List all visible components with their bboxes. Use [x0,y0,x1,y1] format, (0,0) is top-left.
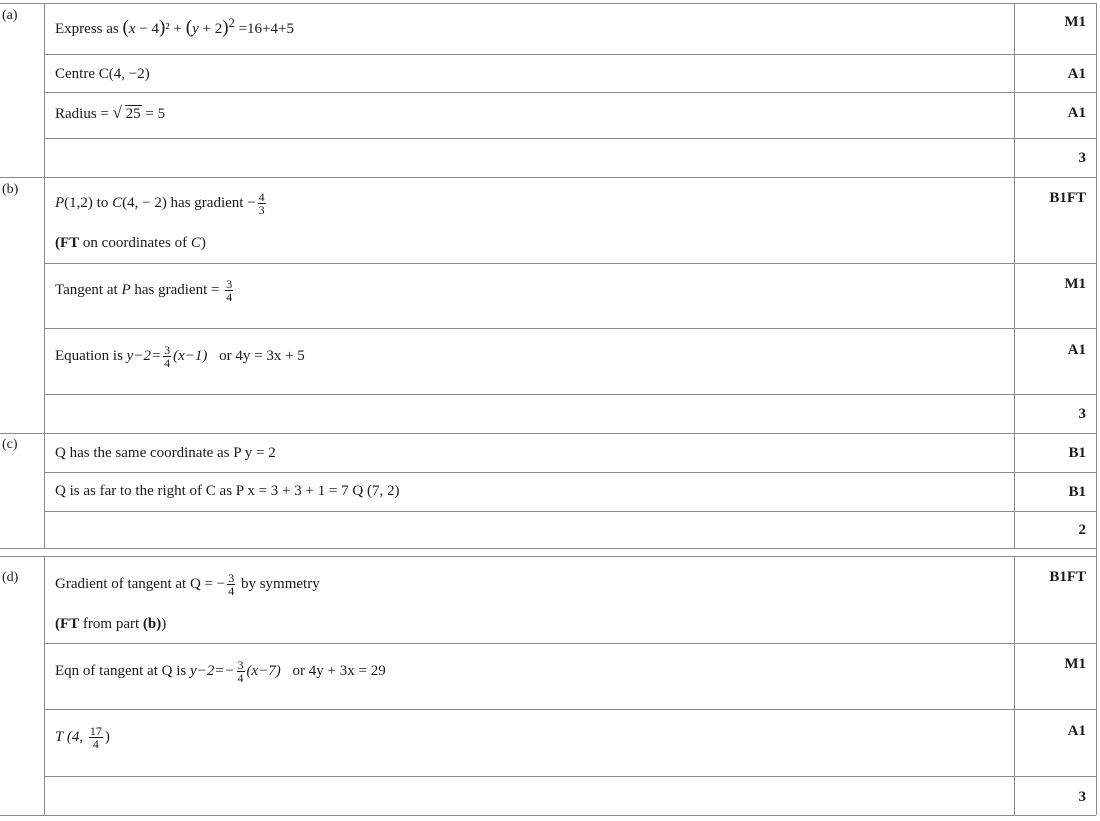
b-row1-p: P [55,194,65,211]
b-row1-note [55,235,206,252]
fraction [227,572,235,597]
row-divider [44,54,1096,55]
d-row2-text: Eqn of tangent at Q is [55,662,187,679]
row-divider [44,263,1096,264]
a-row1-mark: M1 [1064,14,1086,30]
d-row2-rhs: (x−7) [246,662,281,679]
d-row3-num: 17 [89,724,102,738]
d-row1-note [55,616,166,633]
b-row1-text1: (1,2) to [64,194,113,211]
fraction [225,278,233,303]
d-note-bold1: (FT [55,616,80,632]
b-row3-or: or 4y = 3x + 5 [219,347,305,364]
b-row3-content [55,344,305,369]
d-row2-or: or 4y + 3x = 29 [292,662,386,679]
c-row2-mark: B1 [1068,484,1086,500]
a-row1-content [55,16,294,39]
row-divider [44,511,1096,512]
d-row1-den: 4 [228,584,235,598]
fraction [237,659,245,684]
part-label-c: (c) [2,437,18,452]
section-divider [0,433,1096,434]
d-row1-mark: B1FT [1049,569,1086,585]
a-row1-word: Express as [55,21,119,37]
row-divider [44,92,1096,93]
b-row2-p: P [121,281,131,298]
a-row2-mark: A1 [1067,66,1086,82]
b-row2-den: 4 [226,290,233,304]
d-row1-num: 3 [228,571,235,585]
fraction [258,191,266,216]
table-right-border [1096,3,1097,815]
c-row1-text: Q has the same coordinate as P y = 2 [55,445,276,461]
row-divider [44,472,1096,473]
d-row3-end: ) [104,728,110,745]
a-total: 3 [1078,150,1086,166]
b-row1-content [55,191,268,216]
table-bottom-border [0,815,1096,816]
row-divider [44,643,1096,644]
row-divider [44,394,1096,395]
a-row1-equation: =16+4+5 [238,21,294,37]
row-divider [44,776,1096,777]
row-divider [44,138,1096,139]
b-note-bold: (FT [55,235,80,251]
b-row2-mark: M1 [1064,276,1086,292]
column-divider [44,3,45,548]
d-row1-text: Gradient of tangent at Q = − [55,575,226,592]
b-row2-num: 3 [226,277,233,291]
d-row2-content [55,659,386,684]
part-label-d: (d) [2,570,19,585]
column-divider [1014,3,1015,548]
b-row1-num: 4 [258,190,265,204]
b-total: 3 [1078,406,1086,422]
d-note-text: from part [79,616,143,632]
fraction [163,344,171,369]
d-row2-lhs: y−2=− [189,662,235,679]
fraction [89,725,103,750]
d-row3-mark: A1 [1067,723,1086,739]
b-row3-text: Equation is [55,347,123,364]
d-row2-mark: M1 [1064,656,1086,672]
b-row1-den: 3 [258,203,265,217]
b-row3-num: 3 [164,343,171,357]
c-row1-mark: B1 [1068,445,1086,461]
a-row2-text: Centre C(4, −2) [55,66,150,82]
b-note-c: C [190,235,201,251]
d-note-bold2: (b) [142,616,162,632]
b-row2-text: Tangent at [55,281,122,298]
square-root: √ 25 [112,103,141,122]
c-total: 2 [1078,522,1086,538]
part-label-b: (b) [2,182,19,197]
section-divider [0,548,1096,549]
b-row3-rhs: (x−1) [173,347,208,364]
a-row3-eq: = 5 [145,106,166,122]
a-row3-word: Radius = [55,106,109,122]
row-divider [44,328,1096,329]
d-row3-content [55,725,110,750]
d-row3-den: 4 [92,737,99,751]
b-note-end: ) [200,235,206,251]
b-row3-den: 4 [164,356,171,370]
d-row2-den: 4 [237,671,244,685]
d-row1-content [55,572,320,597]
b-row1-mark: B1FT [1049,190,1086,206]
a-row3-mark: A1 [1067,105,1086,121]
d-note-end: ) [161,616,167,632]
column-divider [44,556,45,815]
a-row1-expression: $(x - 4)^2 + (y + 2)^2$ [122,16,235,38]
section-divider [0,556,1096,557]
b-row2-text2: has gradient = [130,281,220,298]
table-top-border [0,3,1096,4]
d-total: 3 [1078,789,1086,805]
column-divider [1014,556,1015,815]
d-row1-tail: by symmetry [240,575,320,592]
a-row3-content [55,103,166,123]
d-row2-num: 3 [237,658,244,672]
a-row3-root: 25 [125,106,141,122]
b-row3-mark: A1 [1067,342,1086,358]
section-divider [0,177,1096,178]
b-note-text: on coordinates of [79,235,191,251]
row-divider [44,709,1096,710]
b-row1-c: C [112,194,123,211]
b-row1-text2: (4, − 2) has gradient − [122,194,256,211]
b-row3-lhs: y−2= [126,347,162,364]
part-label-a: (a) [2,8,18,23]
c-row2-text: Q is as far to the right of C as P x = 3 + 3 + 1 = 7 Q (7, 2) [55,483,400,499]
b-row2-content [55,278,235,303]
d-row3-pre: T (4, [55,728,84,745]
